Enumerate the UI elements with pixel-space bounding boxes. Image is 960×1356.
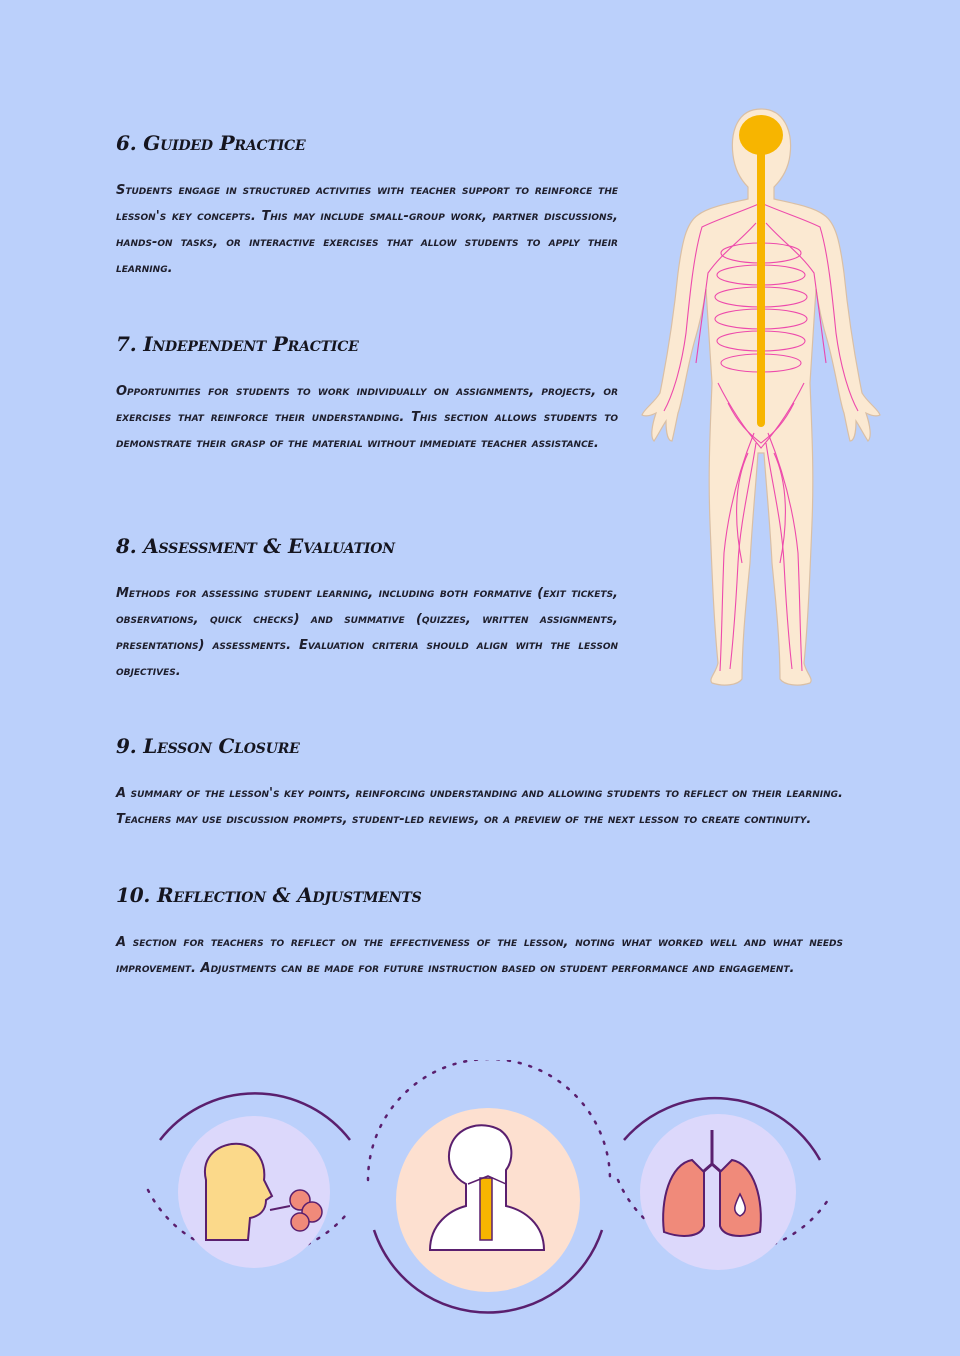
section-independent-practice [116,331,618,457]
section-body: Students engage in structured activities with teacher support to reinforce the lesson's key concepts. This may include small-group work, partner discussions, hands-on tasks, or interactive exercises that allow students to apply their learning. [116,183,618,276]
exhaling-head-icon [148,1093,350,1268]
section-guided-practice [116,130,618,282]
section-heading: 10. Reflection & Adjustments [116,883,422,907]
section-body: Opportunities for students to work individually on assignments, projects, or exercises that reinforce their understanding. This section allows students to demonstrate their grasp of the material without immediate teacher assistance. [116,384,618,451]
respiratory-icons-row [140,1060,840,1320]
section-heading: 6. Guided Practice [116,131,306,155]
section-body: A section for teachers to reflect on the effectiveness of the lesson, noting what worked well and what needs improvement. Adjustments can be made for future instruction based on student performance and engagement. [116,935,843,976]
section-heading: 9. Lesson Closure [116,734,300,758]
section-heading: 8. Assessment & Evaluation [116,534,395,558]
section-body: A summary of the lesson's key points, reinforcing understanding and allowing students to reflect on their learning. Teachers may use discussion prompts, student-led reviews, or a preview of the next lesson to create continuity. [116,786,843,827]
section-assessment-evaluation [116,533,618,685]
lungs-icon [618,1098,828,1270]
throat-airway-icon [368,1060,610,1313]
nervous-system-body-illustration [638,103,884,691]
section-body: Methods for assessing student learning, including both formative (exit tickets, observations, quick checks) and summative (quizzes, written assignments, presentations) assessments. Evaluation criteria should align with the lesson objectives. [116,586,618,679]
section-reflection-adjustments [116,882,843,982]
section-heading: 7. Independent Practice [116,332,359,356]
section-lesson-closure [116,733,843,833]
